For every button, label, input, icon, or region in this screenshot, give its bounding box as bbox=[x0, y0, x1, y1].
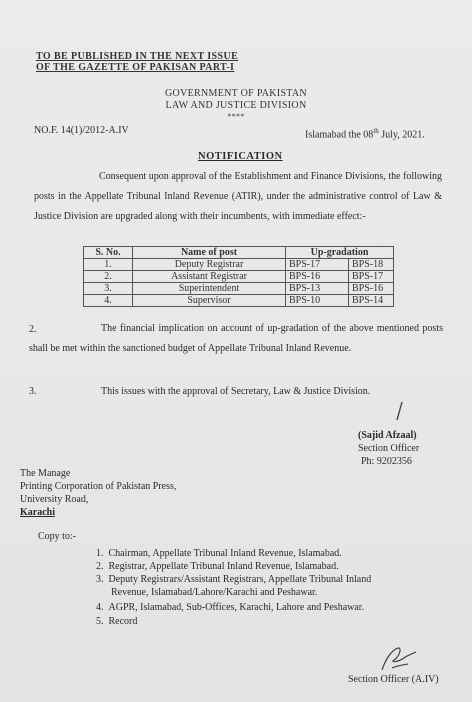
footer-section-officer: Section Officer (A.IV) bbox=[348, 674, 439, 685]
signature-stroke bbox=[390, 400, 408, 422]
table-cell: 4. bbox=[84, 295, 133, 307]
table-cell: BPS-10 bbox=[286, 295, 349, 307]
copy-list-item-3 bbox=[96, 573, 371, 586]
copy-to-label: Copy to:- bbox=[38, 531, 77, 542]
address-city: Karachi bbox=[20, 507, 55, 518]
table-cell: BPS-13 bbox=[286, 283, 349, 295]
notification-title: NOTIFICATION bbox=[198, 151, 283, 162]
table-cell: BPS-17 bbox=[286, 259, 349, 271]
gazette-header-line2: OF THE GAZETTE OF PAKISAN PART-I bbox=[36, 62, 235, 73]
government-line2: LAW AND JUSTICE DIVISION bbox=[165, 100, 307, 111]
copy-list-item-3-continued: Revenue, Islamabad/Lahore/Karachi and Peshawar. bbox=[111, 587, 318, 598]
address-line1: The Manage bbox=[20, 468, 71, 479]
gazette-header-line1: TO BE PUBLISHED IN THE NEXT ISSUE bbox=[36, 51, 239, 62]
table-cell: Assistant Registrar bbox=[133, 271, 286, 283]
header-sno: S. No. bbox=[84, 247, 133, 259]
copy-list-item-4 bbox=[96, 601, 364, 614]
table-cell: 1. bbox=[84, 259, 133, 271]
header-post: Name of post bbox=[133, 247, 286, 259]
table-row bbox=[84, 283, 394, 295]
paragraph-1: Consequent upon approval of the Establishment and Finance Divisions, the following posts in the Appellate Tribunal Inland Revenue (ATIR), under the administrative control of Law & Justice Division are upgraded along with their incumbents, with immediate effect:- bbox=[34, 171, 442, 222]
paragraph-3: This issues with the approval of Secretary, Law & Justice Division. bbox=[101, 386, 371, 397]
table-cell: Superintendent bbox=[133, 283, 286, 295]
address-line3: University Road, bbox=[20, 494, 89, 505]
list-item-text: Chairman, Appellate Tribunal Inland Revenue, Islamabad. bbox=[108, 548, 342, 559]
government-stars: **** bbox=[227, 112, 245, 121]
place-date-prefix: Islamabad the 08 bbox=[305, 129, 374, 141]
paragraph-2-number: 2. bbox=[29, 324, 37, 335]
posts-table bbox=[83, 246, 394, 307]
list-item-text: Record bbox=[108, 616, 138, 627]
copy-list-item-5 bbox=[96, 615, 137, 628]
table-cell: Deputy Registrar bbox=[133, 259, 286, 271]
list-item-text: Registrar, Appellate Tribunal Inland Revenue, Islamabad. bbox=[108, 561, 339, 572]
paragraph-3-number: 3. bbox=[29, 386, 37, 397]
list-item-text: Deputy Registrars/Assistant Registrars, Appellate Tribunal Inland bbox=[108, 574, 372, 585]
handwritten-signature bbox=[372, 640, 422, 676]
table-row bbox=[84, 295, 394, 307]
table-cell: BPS-14 bbox=[349, 295, 394, 307]
table-row bbox=[84, 271, 394, 283]
paragraph-2: The financial implication on account of up-gradation of the above mentioned posts shall be met within the sanctioned budget of Appellate Tribunal Inland Revenue. bbox=[29, 323, 443, 354]
table-cell: 3. bbox=[84, 283, 133, 295]
table-cell: 2. bbox=[84, 271, 133, 283]
table-cell: Supervisor bbox=[133, 295, 286, 307]
signatory-phone: Ph: 9202356 bbox=[361, 456, 412, 467]
list-item-number: 1. bbox=[96, 548, 104, 559]
list-item-number: 5. bbox=[96, 616, 104, 627]
table-cell: BPS-17 bbox=[349, 271, 394, 283]
government-line1: GOVERNMENT OF PAKISTAN bbox=[165, 88, 307, 99]
place-date-suffix: July, 2021. bbox=[378, 129, 425, 141]
date-superscript: th bbox=[373, 127, 379, 135]
place-date bbox=[305, 127, 425, 140]
list-item-number: 2. bbox=[96, 561, 104, 572]
copy-list-item-2 bbox=[96, 560, 339, 573]
table-header-row bbox=[84, 247, 394, 259]
table-row bbox=[84, 259, 394, 271]
table-cell: BPS-16 bbox=[349, 283, 394, 295]
signatory-designation: Section Officer bbox=[358, 443, 420, 454]
address-line2: Printing Corporation of Pakistan Press, bbox=[20, 481, 177, 492]
copy-list-item-1 bbox=[96, 547, 342, 560]
list-item-number: 3. bbox=[96, 574, 104, 585]
reference-number: NO.F. 14(1)/2012-A.IV bbox=[34, 125, 129, 136]
header-upgradation: Up-gradation bbox=[286, 247, 394, 259]
list-item-number: 4. bbox=[96, 602, 104, 613]
signatory-name: (Sajid Afzaal) bbox=[358, 430, 417, 441]
table-cell: BPS-18 bbox=[349, 259, 394, 271]
table-cell: BPS-16 bbox=[286, 271, 349, 283]
list-item-text: AGPR, Islamabad, Sub-Offices, Karachi, Lahore and Peshawar. bbox=[108, 602, 365, 613]
